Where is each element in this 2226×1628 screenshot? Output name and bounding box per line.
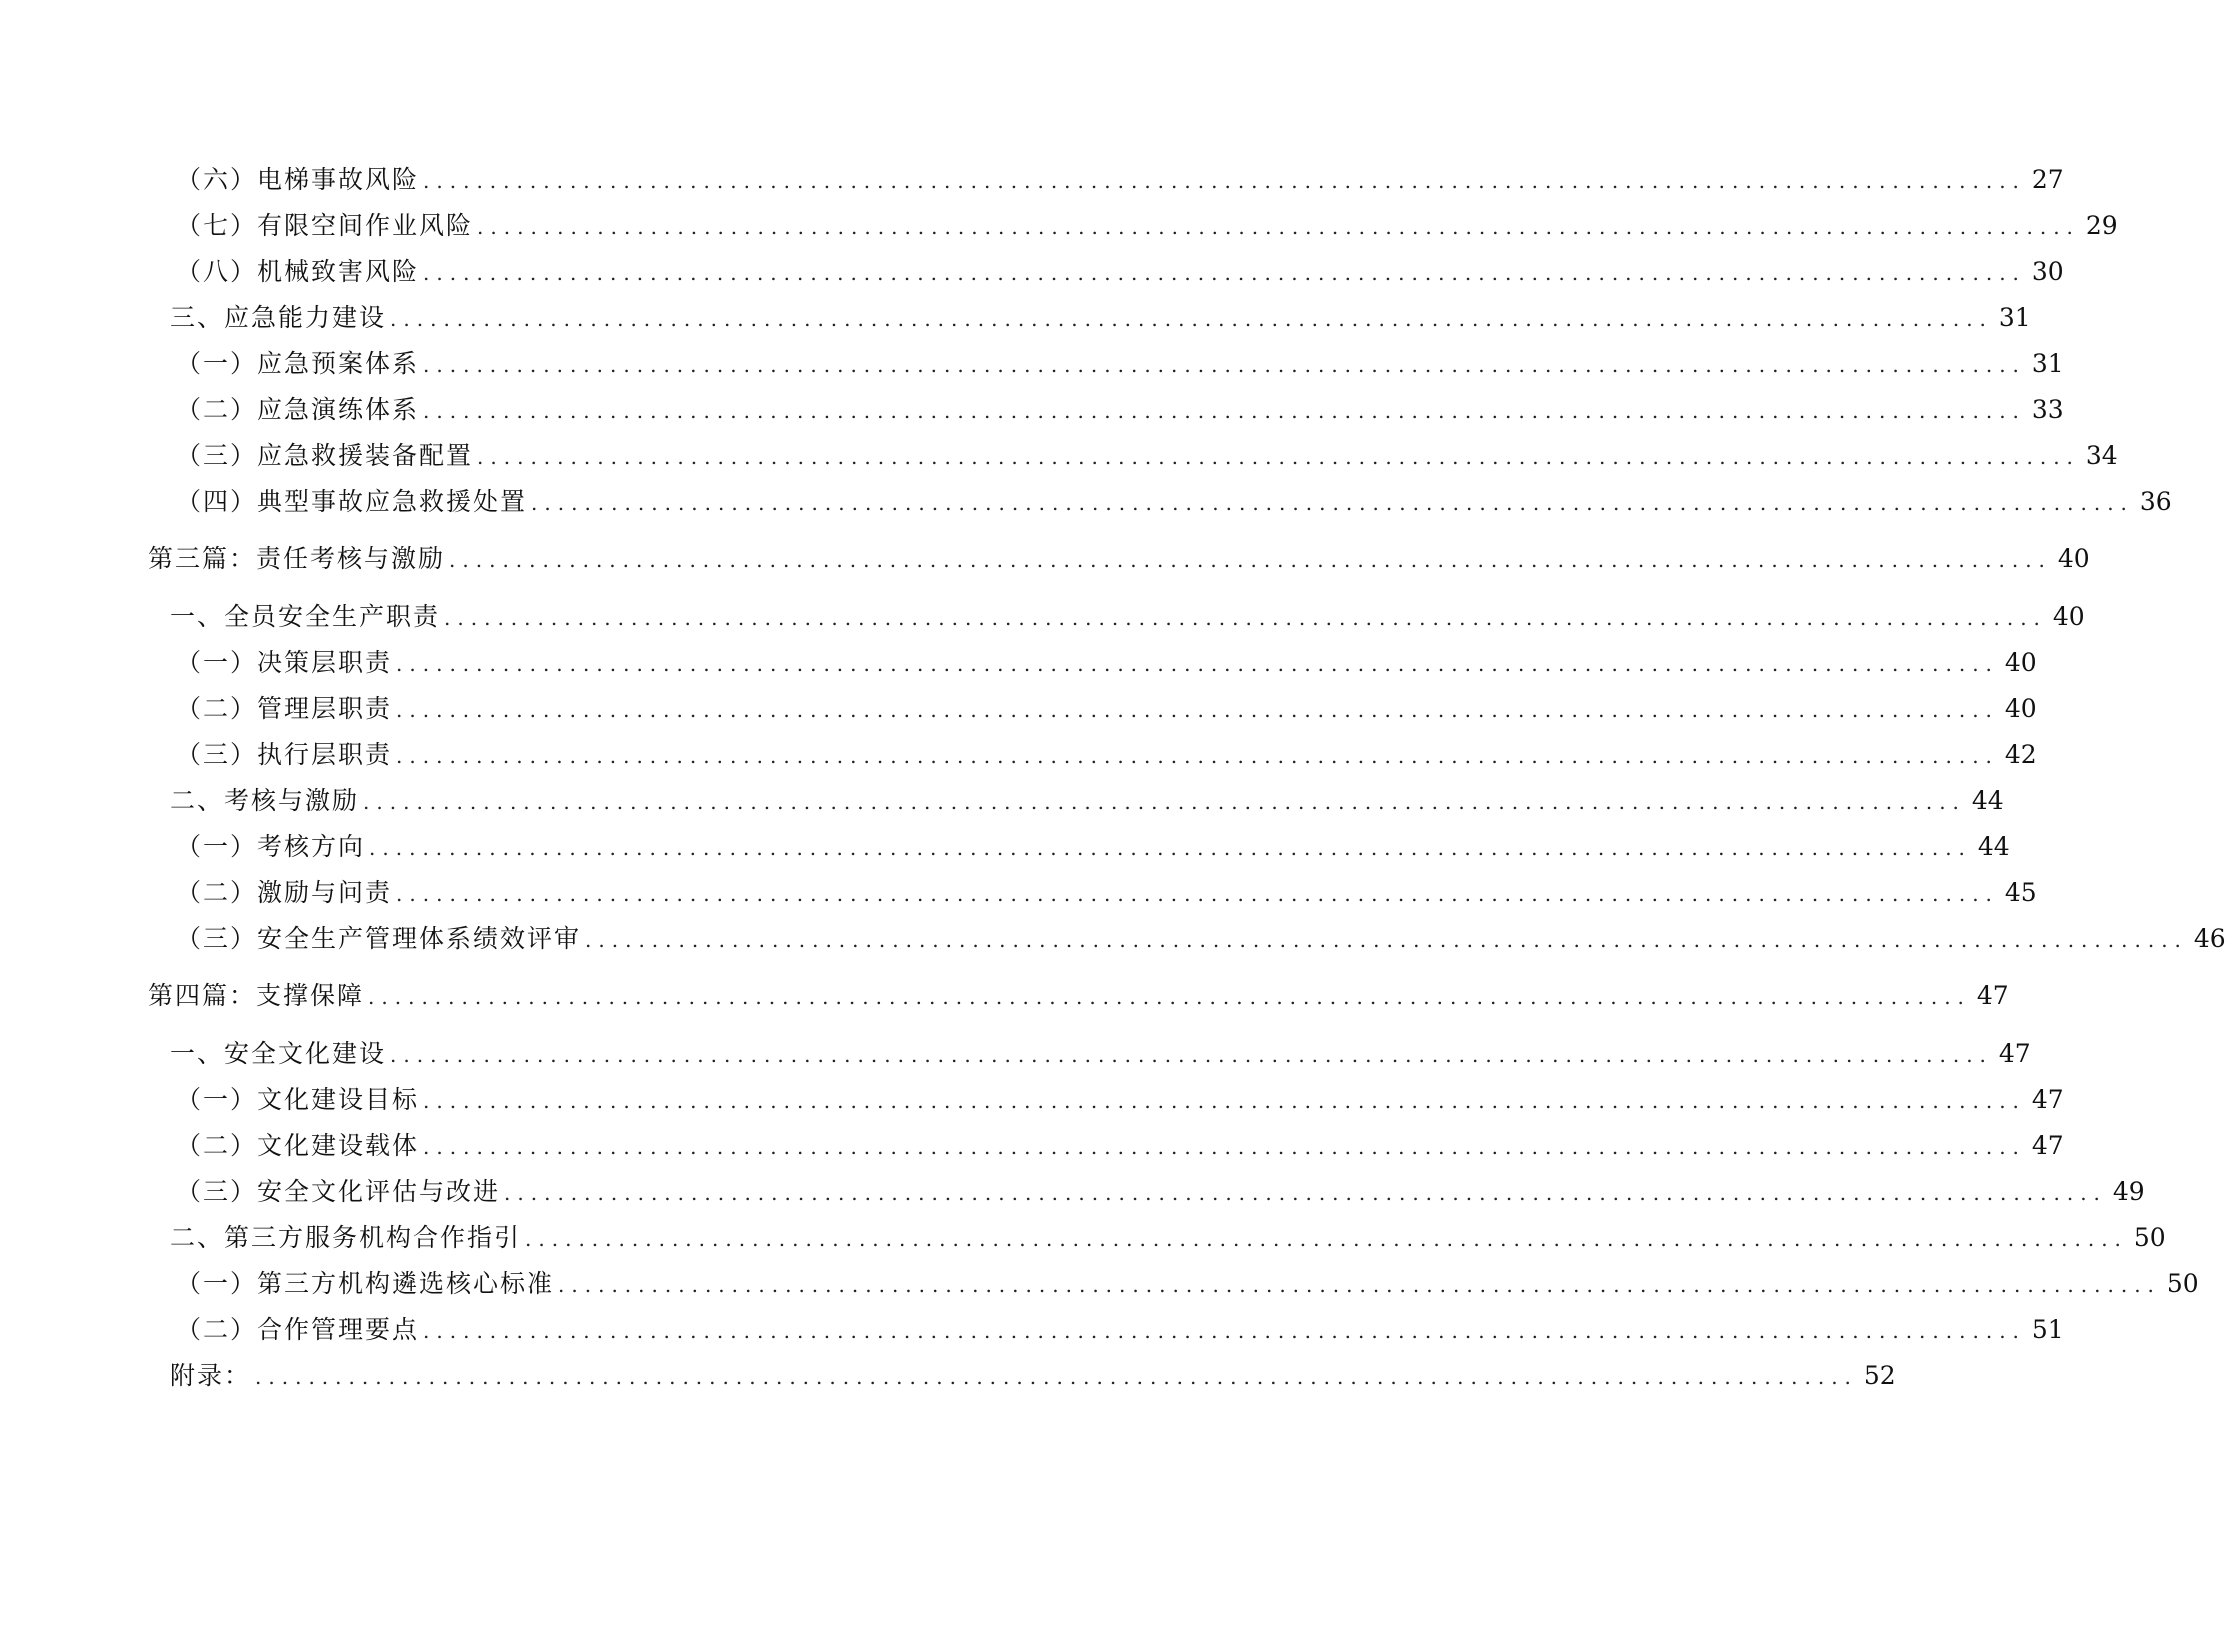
toc-leader-dots: ........................................................................................................................ xyxy=(423,261,2026,285)
toc-entry[interactable] xyxy=(176,348,2064,380)
toc-entry[interactable] xyxy=(176,394,2064,426)
toc-entry[interactable] xyxy=(170,1038,2031,1070)
toc-entry-page: 33 xyxy=(2031,395,2064,424)
toc-entry-page: 34 xyxy=(2085,441,2118,470)
toc-entry-title: （二）应急演练体系 xyxy=(176,395,420,424)
toc-entry[interactable] xyxy=(176,647,2037,679)
toc-entry[interactable] xyxy=(170,785,2004,817)
toc-leader-dots: ........................................................................................................................ xyxy=(423,169,2026,193)
toc-entry-page: 42 xyxy=(2004,740,2037,769)
toc-leader-dots: ........................................................................................................................ xyxy=(255,1365,1858,1389)
toc-entry-page: 47 xyxy=(2031,1131,2064,1160)
toc-entry-page: 47 xyxy=(1998,1039,2031,1068)
toc-leader-dots: ........................................................................................................................ xyxy=(396,652,1999,676)
toc-leader-dots: ........................................................................................................................ xyxy=(396,882,1999,906)
toc-entry[interactable] xyxy=(176,1176,2145,1208)
toc-leader-dots: ........................................................................................................................ xyxy=(396,744,1999,768)
toc-entry-title: （二）激励与问责 xyxy=(176,878,393,907)
toc-entry-page: 40 xyxy=(2004,694,2037,723)
toc-entry-title: 一、安全文化建设 xyxy=(170,1039,387,1068)
toc-entry-title: 第三篇：责任考核与激励 xyxy=(148,544,446,573)
toc-entry[interactable] xyxy=(176,1130,2064,1162)
toc-entry-title: （三）安全文化评估与改进 xyxy=(176,1177,501,1206)
toc-entry-page: 50 xyxy=(2166,1269,2199,1298)
toc-entry[interactable] xyxy=(148,980,2009,1012)
toc-entry-title: 二、第三方服务机构合作指引 xyxy=(170,1223,522,1252)
toc-entry-title: 一、全员安全生产职责 xyxy=(170,602,441,631)
toc-entry-title: （二）文化建设载体 xyxy=(176,1131,420,1160)
toc-entry-title: 三、应急能力建设 xyxy=(170,303,387,332)
toc-entry-page: 45 xyxy=(2004,878,2037,907)
toc-entry[interactable] xyxy=(176,1084,2064,1116)
toc-entry-page: 31 xyxy=(1998,303,2031,332)
toc-entry-page: 27 xyxy=(2031,165,2064,194)
toc-entry-title: 附录： xyxy=(170,1361,252,1390)
toc-entry[interactable] xyxy=(176,210,2118,242)
toc-leader-dots: ........................................................................................................................ xyxy=(368,985,1971,1009)
toc-entry-page: 40 xyxy=(2004,648,2037,677)
toc-entry[interactable] xyxy=(176,256,2064,288)
toc-entry[interactable] xyxy=(176,1268,2199,1300)
toc-entry[interactable] xyxy=(170,302,2031,334)
toc-entry-page: 46 xyxy=(2193,924,2226,953)
toc-leader-dots: ........................................................................................................................ xyxy=(504,1181,2107,1205)
toc-entry-page: 31 xyxy=(2031,349,2064,378)
toc-entry-title: （二）合作管理要点 xyxy=(176,1315,420,1344)
toc-entry[interactable] xyxy=(170,1222,2166,1254)
toc-entry[interactable] xyxy=(176,1314,2064,1346)
toc-entry-title: 第四篇：支撑保障 xyxy=(148,981,365,1010)
toc-entry-page: 40 xyxy=(2052,602,2085,631)
toc-entry-title: （八）机械致害风险 xyxy=(176,257,420,286)
toc-entry[interactable] xyxy=(176,877,2037,909)
toc-entry-title: （三）执行层职责 xyxy=(176,740,393,769)
toc-entry-page: 30 xyxy=(2031,257,2064,286)
toc-entry[interactable] xyxy=(176,440,2118,472)
toc-entry-title: （一）应急预案体系 xyxy=(176,349,420,378)
toc-leader-dots: ........................................................................................................................ xyxy=(531,491,2134,515)
toc-entry-title: （一）考核方向 xyxy=(176,832,366,861)
toc-entry[interactable] xyxy=(170,1360,1896,1392)
toc-leader-dots: ........................................................................................................................ xyxy=(477,445,2080,469)
toc-leader-dots: ........................................................................................................................ xyxy=(396,698,1999,722)
toc-leader-dots: ........................................................................................................................ xyxy=(423,1135,2026,1159)
toc-entry[interactable] xyxy=(176,831,2010,863)
toc-entry-title: （一）第三方机构遴选核心标准 xyxy=(176,1269,555,1298)
toc-entry-title: （二）管理层职责 xyxy=(176,694,393,723)
toc-entry-page: 44 xyxy=(1977,832,2010,861)
toc-entry-page: 47 xyxy=(2031,1085,2064,1114)
toc-entry-page: 50 xyxy=(2133,1223,2166,1252)
toc-leader-dots: ........................................................................................................................ xyxy=(558,1273,2161,1297)
toc-entry-title: （三）安全生产管理体系绩效评审 xyxy=(176,924,582,953)
toc-entry-title: （三）应急救援装备配置 xyxy=(176,441,474,470)
toc-entry[interactable] xyxy=(148,543,2090,575)
toc-entry-page: 40 xyxy=(2057,544,2090,573)
toc-entry-title: （一）文化建设目标 xyxy=(176,1085,420,1114)
toc-entry-page: 47 xyxy=(1976,981,2009,1010)
toc-entry-page: 29 xyxy=(2085,211,2118,240)
toc-entry[interactable] xyxy=(176,486,2172,518)
toc-entry[interactable] xyxy=(170,601,2085,633)
toc-leader-dots: ........................................................................................................................ xyxy=(525,1227,2128,1251)
toc-leader-dots: ........................................................................................................................ xyxy=(423,353,2026,377)
toc-leader-dots: ........................................................................................................................ xyxy=(477,215,2080,239)
toc-entry-page: 44 xyxy=(1971,786,2004,815)
toc-entry-title: （四）典型事故应急救援处置 xyxy=(176,487,528,516)
toc-entry[interactable] xyxy=(176,923,2226,955)
toc-entry-title: 二、考核与激励 xyxy=(170,786,360,815)
toc-leader-dots: ........................................................................................................................ xyxy=(585,928,2188,952)
toc-entry-page: 36 xyxy=(2139,487,2172,516)
toc-entry-page: 49 xyxy=(2112,1177,2145,1206)
toc-entry-title: （七）有限空间作业风险 xyxy=(176,211,474,240)
toc-leader-dots: ........................................................................................................................ xyxy=(423,1319,2026,1343)
toc-leader-dots: ........................................................................................................................ xyxy=(390,307,1993,331)
toc-leader-dots: ........................................................................................................................ xyxy=(423,399,2026,423)
toc-entry[interactable] xyxy=(176,739,2037,771)
toc-leader-dots: ........................................................................................................................ xyxy=(363,790,1966,814)
toc-leader-dots: ........................................................................................................................ xyxy=(369,836,1972,860)
toc-entry[interactable] xyxy=(176,164,2064,196)
toc-leader-dots: ........................................................................................................................ xyxy=(444,606,2047,630)
toc-leader-dots: ........................................................................................................................ xyxy=(423,1089,2026,1113)
toc-leader-dots: ........................................................................................................................ xyxy=(449,548,2052,572)
toc-entry-page: 51 xyxy=(2031,1315,2064,1344)
toc-entry-title: （一）决策层职责 xyxy=(176,648,393,677)
toc-entry-title: （六）电梯事故风险 xyxy=(176,165,420,194)
toc-entry[interactable] xyxy=(176,693,2037,725)
toc-leader-dots: ........................................................................................................................ xyxy=(390,1043,1993,1067)
toc-entry-page: 52 xyxy=(1863,1361,1896,1390)
